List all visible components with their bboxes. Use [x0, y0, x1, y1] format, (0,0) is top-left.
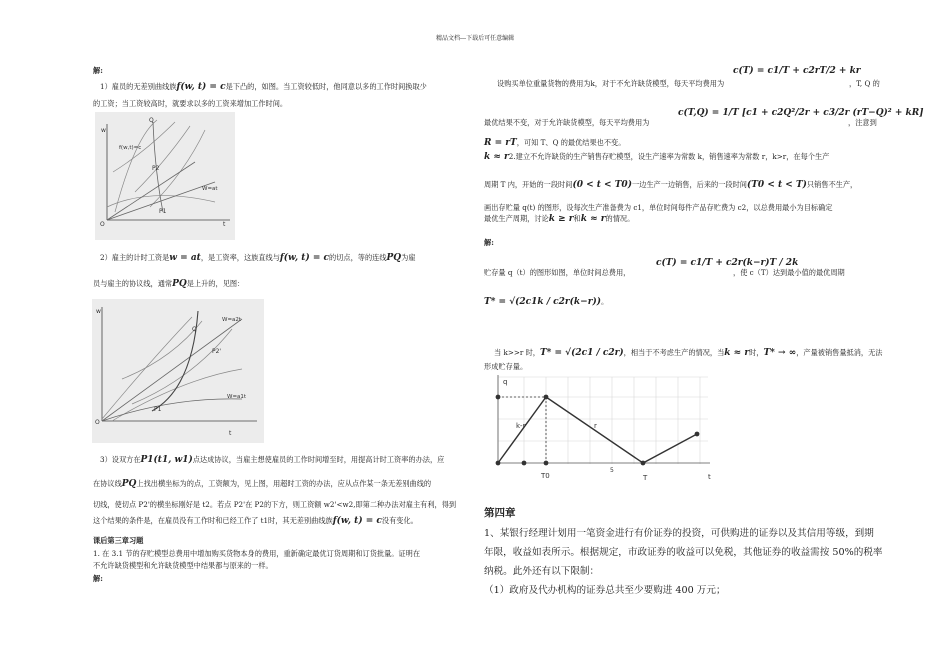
right-para-9	[484, 297, 608, 307]
formula: (0 < t < T0)	[572, 180, 632, 190]
right-solution-label: 解:	[484, 238, 494, 247]
chapter-heading: 第四章	[484, 507, 516, 519]
question-1-line-2: 不允许缺货模型和允许缺货模型中结果都与原来的一样。	[93, 561, 273, 570]
formula: f(w, t) = c	[279, 253, 330, 263]
formula: k ≈ r	[484, 152, 509, 162]
origin-o: O	[100, 221, 105, 228]
formula: k ≈ r	[724, 348, 750, 358]
formula: P1(t1, w1)	[140, 455, 193, 465]
label-p2: P2'	[212, 348, 222, 355]
text: 没有变化。	[381, 516, 418, 525]
label-T0: T0	[541, 472, 550, 480]
paragraph-2-cont	[93, 279, 244, 289]
label-q: Q	[149, 117, 154, 124]
label-wa2t: W=a2t	[222, 317, 242, 323]
inventory-graph-svg	[488, 372, 720, 487]
formula-cost-T: c(T) = c1/T + c2rT/2 + kr	[733, 66, 861, 76]
formula-optimal-period: T* = √(2c1k / c2r(k−r))	[484, 297, 601, 307]
right-para-10	[494, 348, 882, 358]
agreement-line-figure	[92, 299, 264, 443]
label-p1: P1	[159, 208, 167, 215]
right-para-11: 形成贮存量。	[484, 362, 528, 371]
text: 是上升的，见图：	[186, 279, 245, 288]
chapter-para-4: （1）政府及代办机构的证券总共至少要购进 400 万元；	[484, 585, 726, 596]
text: 这个结果的条件是，在雇员没有工作时和已经工作了 t1时，其无差别曲线族	[93, 516, 333, 525]
text: ，可知 T、Q 的最优结果也不变。	[516, 138, 626, 147]
right-para-4	[484, 152, 829, 162]
paragraph-1	[100, 82, 427, 92]
paragraph-1-cont: 的工资；当工资较高时，就要求以多的工资来增加工作时间。	[93, 99, 288, 108]
formula: R = rT	[484, 138, 517, 148]
text: 当 k>>r 时，	[494, 348, 540, 357]
label-5: 5	[610, 467, 614, 474]
figure-1-svg	[95, 112, 235, 240]
indifference-curve-figure	[95, 112, 235, 240]
right-para-8: 贮存量 q（t）的图形如图，单位时间总费用，	[484, 268, 631, 277]
formula: f(w, t) = c	[176, 82, 226, 92]
right-para-2: 最优结果不变，对于允许缺货模型，每天平均费用为	[484, 118, 650, 127]
text: 一边生产一边销售，后来的一段时间	[631, 180, 747, 189]
formula: (T0 < t < T)	[746, 180, 807, 190]
label-T: T	[643, 474, 648, 482]
text: 在协议线	[93, 479, 122, 488]
formula: k ≥ r	[548, 214, 574, 224]
label-wat: W=at	[202, 186, 218, 192]
paragraph-3-line-3: 切线，使切点 P2'的横坐标刚好是 t2。若点 P2'在 P2的下方，则工资额 w2'<w2,即第二种办法对雇主有利，得到	[93, 500, 457, 509]
text: 1）雇员的无差别曲线族	[100, 82, 177, 91]
page-header: 精品文档---下载后可任意编辑	[436, 35, 515, 42]
text: 和	[573, 214, 581, 223]
text: 3）设双方在	[100, 455, 141, 464]
axis-w: w	[96, 308, 101, 315]
text: 最优生产周期，讨论	[484, 214, 549, 223]
axis-q: q	[503, 378, 508, 386]
text: 为雇	[401, 253, 416, 262]
paragraph-2	[100, 253, 416, 263]
formula: k ≈ r	[580, 214, 606, 224]
right-para-3	[484, 138, 625, 148]
origin-o: O	[95, 419, 100, 426]
solution-label: 解:	[93, 66, 103, 75]
formula: f(w, t) = c	[332, 516, 382, 526]
paragraph-3-line-2	[93, 479, 431, 489]
label-p1: P1	[154, 406, 162, 413]
homework-heading: 课后第三章习题	[93, 536, 144, 545]
text: 2.建立不允许缺货的生产销售存贮模型，设生产速率为常数 k，销售速率为常数 r，k>r，在每个生产	[508, 152, 830, 161]
text: 周期 T 内，开始的一段时间	[484, 180, 573, 189]
paragraph-3	[100, 455, 444, 465]
text: 的情况。	[605, 214, 635, 223]
formula: PQ	[386, 253, 402, 263]
question-1-line-1: 1. 在 3.1 节的存贮模型总费用中增加购买货物本身的费用，重新确定最优订货周期和订货批量。证明在	[93, 549, 421, 558]
right-para-6: 画出存贮量 q(t) 的图形，设每次生产准备费为 c1，单位时间每件产品存贮费为 c2，以总费用最小为目标确定	[484, 203, 833, 212]
formula: T* → ∞	[763, 348, 797, 358]
text: ，是工资率，这族直线与	[200, 253, 280, 262]
text: 2）雇主的计时工资是	[100, 253, 170, 262]
text: ，相当于不考虑生产的情况，当	[623, 348, 725, 357]
label-q: Q	[192, 326, 197, 333]
right-para-1: 设购买单位重量货物的费用为k，对于不允许缺货模型，每天平均费用为	[497, 79, 725, 88]
solution-label-2: 解:	[93, 574, 103, 583]
text: 上找出横坐标为的点，工资额为，见上图，用超时工资的办法，应从点作某一条无差别曲线的	[136, 479, 432, 488]
right-para-2-tail: ，注意到	[848, 118, 877, 127]
chapter-para-2: 年限，收益如表所示。根据规定，市政证券的收益可以免税，其他证券的收益需按 50%的税率	[484, 547, 883, 558]
label-wa1t: W=a1t	[227, 394, 247, 400]
right-para-1-tail: ，T, Q 的	[849, 79, 880, 88]
chapter-para-1: 1、某银行经理计划用一笔资金进行有价证券的投资，可供购进的证券以及其信用等级，到期	[484, 528, 874, 539]
formula-cost-TQ: c(T,Q) = 1/T [c1 + c2Q²/2r + c3/2r (rT−Q)² + kR]	[678, 108, 924, 118]
formula-production-cost: c(T) = c1/T + c2r(k−r)T / 2k	[656, 258, 799, 268]
axis-t: t	[223, 221, 226, 228]
right-para-8-tail: ，使 c（T）达到最小值的最优周期	[733, 268, 845, 277]
axis-t: t	[708, 473, 711, 481]
label-curve: f(w,t)=c	[119, 145, 142, 151]
inventory-graph	[488, 372, 720, 487]
text: 。	[600, 297, 609, 306]
axis-t: t	[229, 430, 232, 437]
formula: T* = √(2c1 / c2r)	[539, 348, 624, 358]
label-k-r: k-r	[516, 422, 526, 430]
text: 的切点，等的连线	[329, 253, 387, 262]
label-r: r	[594, 422, 597, 430]
figure-2-svg	[92, 299, 264, 443]
formula: PQ	[121, 479, 137, 489]
text: 只销售不生产，	[806, 180, 858, 189]
right-para-7	[484, 214, 634, 224]
text: 点达成协议，当雇主想使雇员的工作时间增至时，用提高计时工资率的办法，应	[192, 455, 445, 464]
text: 员与雇主的协议线，通常	[93, 279, 173, 288]
paragraph-3-line-4	[93, 516, 418, 526]
label-p2: P2	[152, 165, 160, 172]
axis-w: w	[101, 127, 106, 134]
formula: PQ	[172, 279, 187, 289]
text: ，产量被销售量抵消，无法	[796, 348, 883, 357]
text: 时，	[749, 348, 764, 357]
chapter-para-3: 纳税。此外还有以下限制：	[484, 566, 600, 577]
right-para-5	[484, 180, 857, 190]
text: 是下凸的，如图。当工资较低时，他同意以多的工作时间换取少	[225, 82, 427, 91]
formula: w = at	[169, 253, 201, 263]
